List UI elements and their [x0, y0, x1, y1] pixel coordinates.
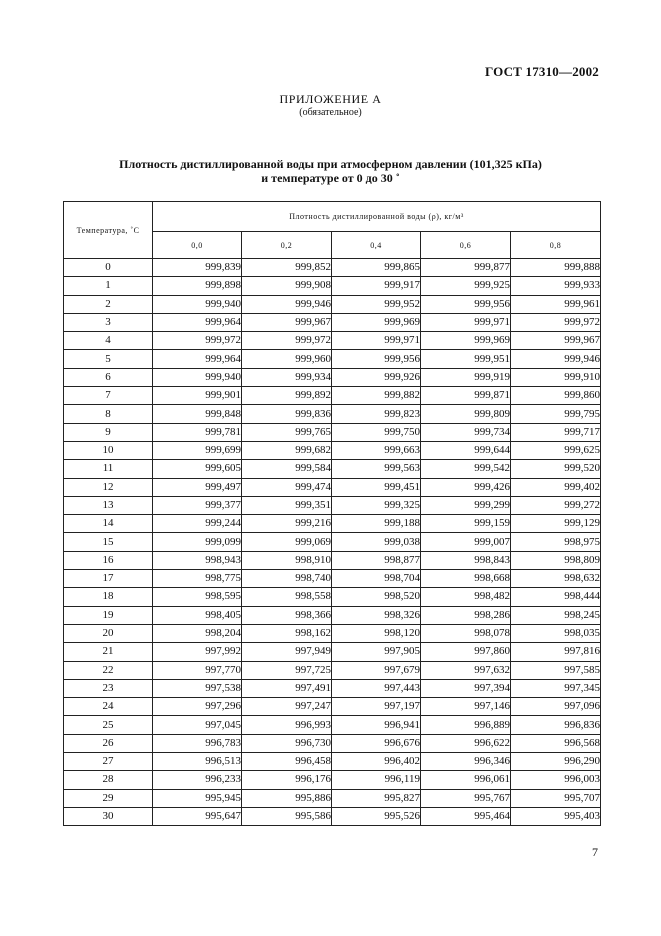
table-row — [64, 570, 601, 588]
temperature-cell: 28 — [64, 771, 153, 789]
density-cell: 996,993 — [242, 716, 332, 734]
density-cell: 996,458 — [242, 753, 332, 771]
table-row — [64, 460, 601, 478]
density-cell: 999,934 — [242, 368, 332, 386]
density-cell: 997,146 — [421, 698, 511, 716]
temperature-cell: 0 — [64, 259, 153, 277]
table-row — [64, 259, 601, 277]
density-cell: 995,403 — [511, 807, 601, 825]
density-cell: 998,595 — [153, 588, 242, 606]
density-cell: 999,351 — [242, 496, 332, 514]
density-cell: 997,538 — [153, 679, 242, 697]
density-cell: 999,971 — [332, 332, 421, 350]
density-cell: 995,464 — [421, 807, 511, 825]
table-row — [64, 405, 601, 423]
density-cell: 999,882 — [332, 387, 421, 405]
temperature-cell: 27 — [64, 753, 153, 771]
density-cell: 996,836 — [511, 716, 601, 734]
density-cell: 998,204 — [153, 624, 242, 642]
density-cell: 998,809 — [511, 551, 601, 569]
table-row — [64, 277, 601, 295]
column-header: 0,6 — [421, 232, 511, 259]
density-cell: 999,967 — [242, 313, 332, 331]
table-row — [64, 753, 601, 771]
document-code: ГОСТ 17310—2002 — [484, 64, 599, 79]
temperature-cell: 8 — [64, 405, 153, 423]
density-cell: 999,765 — [242, 423, 332, 441]
temperature-cell: 14 — [64, 515, 153, 533]
temperature-column-header: Температура, ˚С — [64, 202, 153, 259]
density-cell: 999,699 — [153, 441, 242, 459]
density-cell: 999,969 — [332, 313, 421, 331]
temperature-cell: 18 — [64, 588, 153, 606]
density-cell: 999,750 — [332, 423, 421, 441]
density-cell: 999,216 — [242, 515, 332, 533]
density-cell: 997,394 — [421, 679, 511, 697]
density-cell: 999,933 — [511, 277, 601, 295]
density-cell: 999,901 — [153, 387, 242, 405]
density-cell: 998,520 — [332, 588, 421, 606]
density-cell: 999,069 — [242, 533, 332, 551]
density-cell: 999,967 — [511, 332, 601, 350]
table-heading-line-1: Плотность дистиллированной воды при атмосферном давлении (101,325 кПа) — [119, 157, 542, 171]
table-row — [64, 661, 601, 679]
density-cell: 999,734 — [421, 423, 511, 441]
density-cell: 999,188 — [332, 515, 421, 533]
density-cell: 996,783 — [153, 734, 242, 752]
density-cell: 998,843 — [421, 551, 511, 569]
density-cell: 998,162 — [242, 624, 332, 642]
density-cell: 996,233 — [153, 771, 242, 789]
table-row — [64, 789, 601, 807]
table-row — [64, 716, 601, 734]
table-body — [64, 259, 601, 826]
density-cell: 999,520 — [511, 460, 601, 478]
density-cell: 995,886 — [242, 789, 332, 807]
density-cell: 998,245 — [511, 606, 601, 624]
temperature-cell: 7 — [64, 387, 153, 405]
density-cell: 997,679 — [332, 661, 421, 679]
density-cell: 998,120 — [332, 624, 421, 642]
temperature-cell: 26 — [64, 734, 153, 752]
density-cell: 997,905 — [332, 643, 421, 661]
density-table — [63, 201, 601, 826]
density-cell: 996,061 — [421, 771, 511, 789]
page-number: 7 — [592, 845, 598, 859]
appendix-block — [0, 93, 661, 119]
temperature-cell: 16 — [64, 551, 153, 569]
density-cell: 999,946 — [242, 295, 332, 313]
table-row — [64, 588, 601, 606]
density-cell: 999,129 — [511, 515, 601, 533]
density-cell: 996,889 — [421, 716, 511, 734]
density-cell: 999,865 — [332, 259, 421, 277]
density-cell: 998,558 — [242, 588, 332, 606]
density-cell: 996,119 — [332, 771, 421, 789]
temperature-cell: 21 — [64, 643, 153, 661]
density-cell: 996,176 — [242, 771, 332, 789]
density-cell: 999,809 — [421, 405, 511, 423]
density-cell: 998,740 — [242, 570, 332, 588]
density-cell: 999,972 — [242, 332, 332, 350]
density-cell: 995,586 — [242, 807, 332, 825]
density-cell: 999,644 — [421, 441, 511, 459]
density-cell: 999,952 — [332, 295, 421, 313]
temperature-cell: 4 — [64, 332, 153, 350]
density-cell: 999,159 — [421, 515, 511, 533]
temperature-cell: 19 — [64, 606, 153, 624]
density-cell: 998,078 — [421, 624, 511, 642]
table-row — [64, 423, 601, 441]
table-row — [64, 387, 601, 405]
density-cell: 997,197 — [332, 698, 421, 716]
density-cell: 999,663 — [332, 441, 421, 459]
density-cell: 997,632 — [421, 661, 511, 679]
table-heading — [0, 157, 661, 185]
density-cell: 999,563 — [332, 460, 421, 478]
density-cell: 996,402 — [332, 753, 421, 771]
density-cell: 999,961 — [511, 295, 601, 313]
density-cell: 998,482 — [421, 588, 511, 606]
density-cell: 999,244 — [153, 515, 242, 533]
density-cell: 999,972 — [153, 332, 242, 350]
temperature-cell: 13 — [64, 496, 153, 514]
density-cell: 999,925 — [421, 277, 511, 295]
density-cell: 997,725 — [242, 661, 332, 679]
density-cell: 999,795 — [511, 405, 601, 423]
density-cell: 999,426 — [421, 478, 511, 496]
table-row — [64, 313, 601, 331]
column-header: 0,0 — [153, 232, 242, 259]
density-group-header: Плотность дистиллированной воды (ρ), кг/м³ — [153, 202, 601, 232]
density-cell: 999,860 — [511, 387, 601, 405]
density-cell: 999,682 — [242, 441, 332, 459]
density-cell: 999,497 — [153, 478, 242, 496]
table-row — [64, 734, 601, 752]
density-cell: 999,919 — [421, 368, 511, 386]
density-cell: 996,568 — [511, 734, 601, 752]
temperature-cell: 6 — [64, 368, 153, 386]
table-row — [64, 496, 601, 514]
column-header: 0,4 — [332, 232, 421, 259]
column-header: 0,2 — [242, 232, 332, 259]
density-cell: 999,474 — [242, 478, 332, 496]
density-cell: 997,585 — [511, 661, 601, 679]
density-cell: 997,096 — [511, 698, 601, 716]
density-cell: 999,960 — [242, 350, 332, 368]
density-cell: 996,346 — [421, 753, 511, 771]
density-cell: 999,972 — [511, 313, 601, 331]
density-cell: 997,345 — [511, 679, 601, 697]
density-cell: 999,940 — [153, 368, 242, 386]
density-cell: 999,584 — [242, 460, 332, 478]
density-cell: 999,946 — [511, 350, 601, 368]
density-cell: 995,707 — [511, 789, 601, 807]
density-cell: 998,943 — [153, 551, 242, 569]
temperature-cell: 5 — [64, 350, 153, 368]
density-cell: 999,299 — [421, 496, 511, 514]
density-cell: 998,975 — [511, 533, 601, 551]
density-cell: 999,781 — [153, 423, 242, 441]
density-cell: 999,836 — [242, 405, 332, 423]
density-cell: 998,632 — [511, 570, 601, 588]
density-cell: 995,647 — [153, 807, 242, 825]
density-cell: 999,542 — [421, 460, 511, 478]
density-cell: 995,526 — [332, 807, 421, 825]
temperature-cell: 11 — [64, 460, 153, 478]
density-cell: 996,676 — [332, 734, 421, 752]
density-cell: 997,296 — [153, 698, 242, 716]
density-cell: 995,827 — [332, 789, 421, 807]
temperature-cell: 30 — [64, 807, 153, 825]
table-row — [64, 771, 601, 789]
density-cell: 999,888 — [511, 259, 601, 277]
density-cell: 999,852 — [242, 259, 332, 277]
density-cell: 999,956 — [332, 350, 421, 368]
temperature-cell: 23 — [64, 679, 153, 697]
density-cell: 998,405 — [153, 606, 242, 624]
density-cell: 999,839 — [153, 259, 242, 277]
density-cell: 999,908 — [242, 277, 332, 295]
table-row — [64, 643, 601, 661]
density-cell: 997,443 — [332, 679, 421, 697]
density-cell: 999,848 — [153, 405, 242, 423]
density-cell: 995,945 — [153, 789, 242, 807]
density-cell: 999,823 — [332, 405, 421, 423]
table-row — [64, 807, 601, 825]
temperature-cell: 2 — [64, 295, 153, 313]
density-cell: 999,951 — [421, 350, 511, 368]
appendix-subtitle: (обязательное) — [299, 107, 362, 118]
table-row — [64, 441, 601, 459]
density-cell: 998,668 — [421, 570, 511, 588]
table-row — [64, 698, 601, 716]
density-cell: 999,917 — [332, 277, 421, 295]
temperature-cell: 1 — [64, 277, 153, 295]
density-cell: 999,451 — [332, 478, 421, 496]
temperature-cell: 20 — [64, 624, 153, 642]
density-cell: 998,444 — [511, 588, 601, 606]
density-cell: 997,770 — [153, 661, 242, 679]
table-row — [64, 368, 601, 386]
temperature-cell: 25 — [64, 716, 153, 734]
density-cell: 999,940 — [153, 295, 242, 313]
density-cell: 997,992 — [153, 643, 242, 661]
density-cell: 997,860 — [421, 643, 511, 661]
density-cell: 999,605 — [153, 460, 242, 478]
density-cell: 999,007 — [421, 533, 511, 551]
density-cell: 999,926 — [332, 368, 421, 386]
density-cell: 995,767 — [421, 789, 511, 807]
density-cell: 996,003 — [511, 771, 601, 789]
temperature-cell: 24 — [64, 698, 153, 716]
density-cell: 999,898 — [153, 277, 242, 295]
table-row — [64, 551, 601, 569]
table-row — [64, 533, 601, 551]
density-cell: 999,325 — [332, 496, 421, 514]
table-heading-line-2: и температуре от 0 до 30 ˚ — [261, 171, 400, 185]
temperature-cell: 10 — [64, 441, 153, 459]
temperature-cell: 29 — [64, 789, 153, 807]
density-cell: 997,247 — [242, 698, 332, 716]
density-cell: 997,491 — [242, 679, 332, 697]
density-cell: 996,730 — [242, 734, 332, 752]
density-cell: 998,877 — [332, 551, 421, 569]
density-cell: 999,969 — [421, 332, 511, 350]
density-cell: 998,326 — [332, 606, 421, 624]
temperature-cell: 15 — [64, 533, 153, 551]
density-cell: 999,910 — [511, 368, 601, 386]
density-cell: 997,949 — [242, 643, 332, 661]
appendix-title: ПРИЛОЖЕНИЕ А — [279, 92, 382, 106]
temperature-cell: 12 — [64, 478, 153, 496]
density-cell: 999,625 — [511, 441, 601, 459]
density-cell: 998,910 — [242, 551, 332, 569]
temperature-cell: 17 — [64, 570, 153, 588]
temperature-cell: 3 — [64, 313, 153, 331]
density-cell: 998,366 — [242, 606, 332, 624]
density-cell: 999,272 — [511, 496, 601, 514]
density-cell: 999,038 — [332, 533, 421, 551]
density-cell: 998,035 — [511, 624, 601, 642]
table-row — [64, 624, 601, 642]
density-cell: 998,286 — [421, 606, 511, 624]
density-cell: 999,717 — [511, 423, 601, 441]
density-cell: 996,622 — [421, 734, 511, 752]
table-row — [64, 350, 601, 368]
table-row — [64, 295, 601, 313]
density-cell: 999,956 — [421, 295, 511, 313]
density-cell: 997,816 — [511, 643, 601, 661]
density-cell: 996,290 — [511, 753, 601, 771]
temperature-cell: 9 — [64, 423, 153, 441]
density-cell: 999,377 — [153, 496, 242, 514]
density-cell: 996,941 — [332, 716, 421, 734]
density-cell: 998,775 — [153, 570, 242, 588]
density-cell: 999,971 — [421, 313, 511, 331]
density-cell: 999,892 — [242, 387, 332, 405]
density-cell: 999,099 — [153, 533, 242, 551]
density-cell: 999,871 — [421, 387, 511, 405]
table-row — [64, 515, 601, 533]
column-header: 0,8 — [511, 232, 601, 259]
table-row — [64, 606, 601, 624]
density-cell: 999,964 — [153, 350, 242, 368]
density-cell: 999,877 — [421, 259, 511, 277]
density-cell: 996,513 — [153, 753, 242, 771]
density-cell: 999,402 — [511, 478, 601, 496]
table-row — [64, 679, 601, 697]
density-cell: 997,045 — [153, 716, 242, 734]
temperature-cell: 22 — [64, 661, 153, 679]
density-cell: 999,964 — [153, 313, 242, 331]
density-cell: 998,704 — [332, 570, 421, 588]
table-row — [64, 478, 601, 496]
table-row — [64, 332, 601, 350]
